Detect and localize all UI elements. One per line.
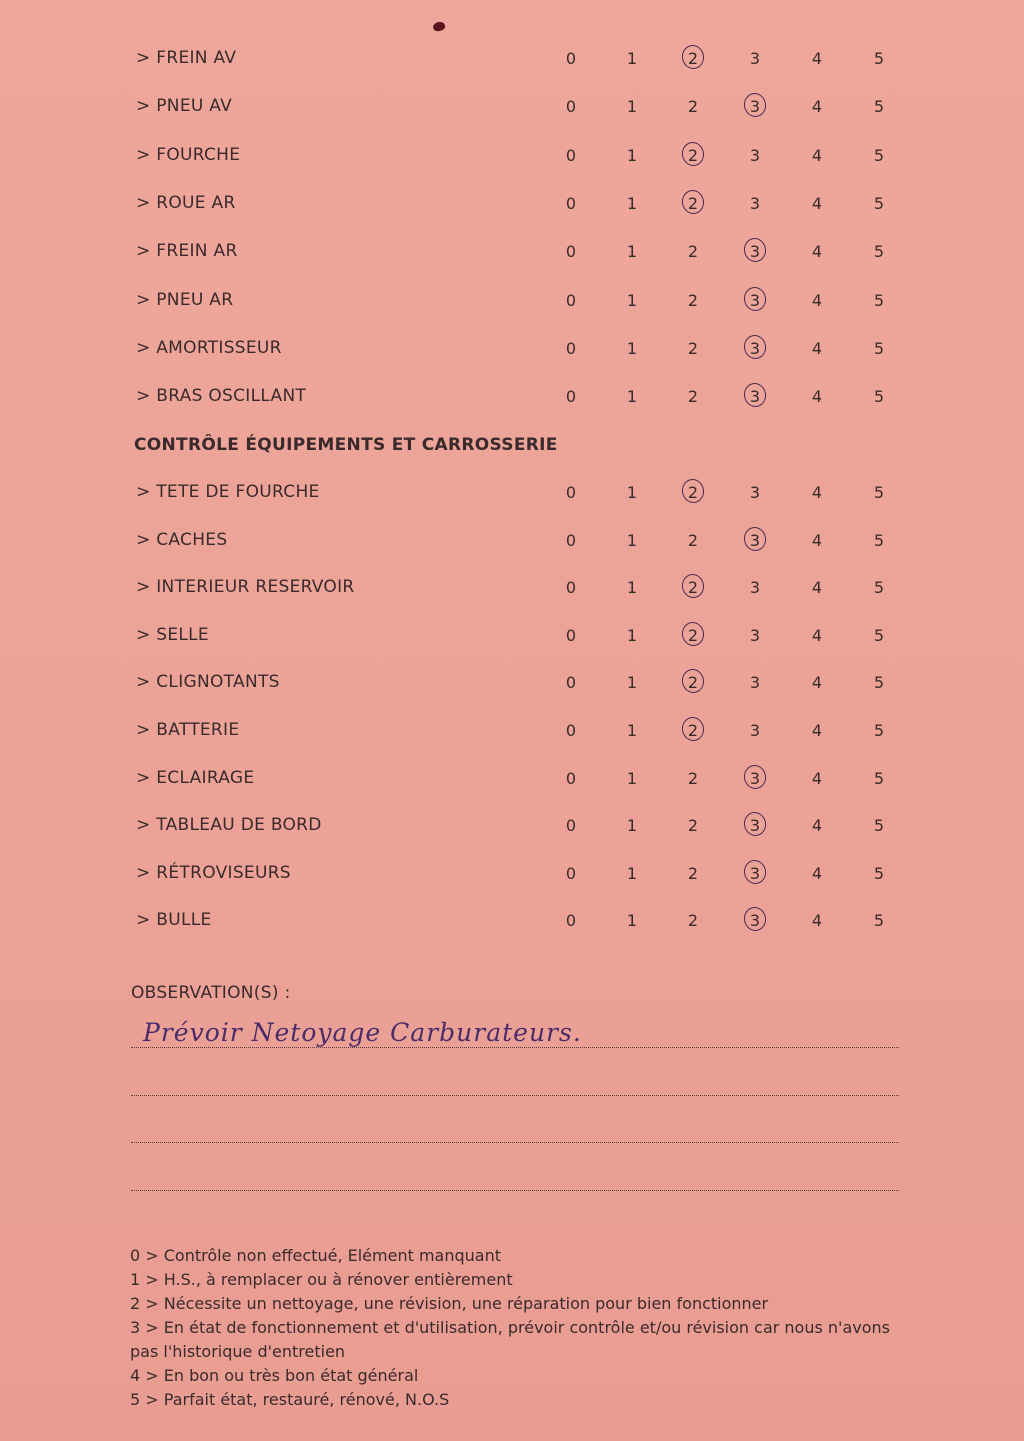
score-option: 1 <box>626 338 638 358</box>
checklist-label: > ROUE AR <box>136 192 236 213</box>
score-option: 1 <box>626 145 638 165</box>
legend-item: 4 > En bon ou très bon état général <box>130 1366 419 1385</box>
score-circled: 3 <box>743 864 767 883</box>
ink-speck <box>432 20 446 33</box>
checklist-row <box>0 859 1024 889</box>
score-option: 3 <box>749 145 761 165</box>
score-option: 2 <box>687 768 699 788</box>
observation-line <box>131 1046 899 1048</box>
score-option: 0 <box>565 768 577 788</box>
score-option: 5 <box>873 578 885 598</box>
score-option: 0 <box>565 816 577 836</box>
score-option: 1 <box>626 290 638 310</box>
score-option: 1 <box>626 768 638 788</box>
observation-line <box>131 1189 899 1191</box>
score-option: 1 <box>626 673 638 693</box>
legend-item: 1 > H.S., à remplacer ou à rénover entièrement <box>130 1270 513 1289</box>
checklist-row <box>0 906 1024 936</box>
checklist-row <box>0 382 1024 412</box>
score-option: 5 <box>873 193 885 213</box>
checklist-label: > INTERIEUR RESERVOIR <box>136 577 355 598</box>
checklist-row <box>0 764 1024 794</box>
score-option: 3 <box>749 673 761 693</box>
score-option: 3 <box>749 49 761 68</box>
score-option: 4 <box>811 911 823 931</box>
score-option: 4 <box>811 530 823 550</box>
score-circled: 2 <box>681 721 705 740</box>
score-option: 5 <box>873 530 885 550</box>
score-circled: 3 <box>743 97 767 116</box>
checklist-row <box>0 478 1024 508</box>
score-option: 4 <box>811 193 823 213</box>
score-option: 3 <box>749 625 761 645</box>
score-option: 4 <box>811 338 823 358</box>
score-option: 5 <box>873 290 885 310</box>
checklist-label: > ECLAIRAGE <box>136 767 255 788</box>
checklist-label: > PNEU AV <box>136 96 233 117</box>
score-option: 3 <box>749 193 761 213</box>
checklist-label: > RÉTROVISEURS <box>136 862 291 883</box>
score-option: 5 <box>873 863 885 883</box>
score-option: 2 <box>687 290 699 310</box>
score-option: 1 <box>626 483 638 502</box>
score-option: 5 <box>873 673 885 693</box>
observations-title: OBSERVATION(S) : <box>131 983 291 1003</box>
score-option: 5 <box>873 49 885 68</box>
score-option: 0 <box>565 530 577 550</box>
score-option: 4 <box>811 242 823 262</box>
score-option: 4 <box>811 290 823 310</box>
score-option: 5 <box>873 145 885 165</box>
score-option: 4 <box>811 721 823 740</box>
checklist-row <box>0 526 1024 556</box>
score-option: 0 <box>565 911 577 931</box>
score-circled: 2 <box>681 626 705 645</box>
score-option: 0 <box>565 242 577 262</box>
score-option: 1 <box>626 97 638 117</box>
checklist-label: > PNEU AR <box>136 289 234 310</box>
score-option: 0 <box>565 721 577 740</box>
score-circled: 3 <box>743 387 767 406</box>
checklist-label: > TABLEAU DE BORD <box>136 815 322 836</box>
score-option: 0 <box>565 290 577 310</box>
section-title: CONTRÔLE ÉQUIPEMENTS ET CARROSSERIE <box>134 435 558 455</box>
score-option: 1 <box>626 530 638 550</box>
score-option: 2 <box>687 387 699 407</box>
observation-line <box>131 1094 899 1096</box>
checklist-row <box>0 621 1024 651</box>
score-option: 3 <box>749 721 761 740</box>
legend-item: 3 > En état de fonctionnement et d'utilisation, prévoir contrôle et/ou révision car nous n'avons pas l'historique d'entretien <box>130 1318 890 1361</box>
score-option: 0 <box>565 625 577 645</box>
score-option: 4 <box>811 863 823 883</box>
score-option: 0 <box>565 338 577 358</box>
score-option: 5 <box>873 242 885 262</box>
score-option: 1 <box>626 911 638 931</box>
score-option: 3 <box>749 483 761 502</box>
score-circled: 3 <box>743 339 767 358</box>
score-option: 2 <box>687 863 699 883</box>
score-option: 0 <box>565 145 577 165</box>
legend-item: 2 > Nécessite un nettoyage, une révision, une réparation pour bien fonctionner <box>130 1294 769 1313</box>
score-option: 2 <box>687 242 699 262</box>
score-option: 4 <box>811 578 823 598</box>
checklist-label: > CLIGNOTANTS <box>136 672 280 693</box>
score-circled: 2 <box>681 49 705 68</box>
score-option: 1 <box>626 625 638 645</box>
checklist-row <box>0 668 1024 698</box>
score-option: 4 <box>811 673 823 693</box>
score-option: 0 <box>565 483 577 502</box>
score-option: 5 <box>873 721 885 740</box>
score-option: 2 <box>687 338 699 358</box>
score-circled: 2 <box>681 578 705 597</box>
score-option: 0 <box>565 49 577 68</box>
score-option: 2 <box>687 911 699 931</box>
score-option: 5 <box>873 387 885 407</box>
checklist-row <box>0 573 1024 603</box>
score-option: 4 <box>811 768 823 788</box>
score-option: 4 <box>811 387 823 407</box>
score-circled: 2 <box>681 146 705 165</box>
score-option: 1 <box>626 816 638 836</box>
score-option: 0 <box>565 387 577 407</box>
checklist-label: > BULLE <box>136 910 212 931</box>
checklist-row <box>0 237 1024 267</box>
checklist-label: > SELLE <box>136 624 209 645</box>
checklist-row <box>0 44 1024 74</box>
score-option: 5 <box>873 338 885 358</box>
score-option: 1 <box>626 193 638 213</box>
score-option: 5 <box>873 97 885 117</box>
legend <box>130 1244 910 1412</box>
checklist-row <box>0 286 1024 316</box>
score-option: 1 <box>626 242 638 262</box>
score-option: 5 <box>873 911 885 931</box>
score-circled: 3 <box>743 911 767 930</box>
score-option: 0 <box>565 673 577 693</box>
score-option: 2 <box>687 816 699 836</box>
score-option: 4 <box>811 97 823 117</box>
checklist-label: > BRAS OSCILLANT <box>136 386 307 407</box>
observation-handwritten: Prévoir Netoyage Carburateurs. <box>143 1018 582 1047</box>
score-circled: 3 <box>743 291 767 310</box>
checklist-row <box>0 189 1024 219</box>
score-option: 5 <box>873 768 885 788</box>
score-option: 0 <box>565 863 577 883</box>
score-option: 0 <box>565 97 577 117</box>
checklist-label: > FREIN AR <box>136 241 238 262</box>
score-option: 4 <box>811 816 823 836</box>
score-option: 2 <box>687 530 699 550</box>
score-option: 4 <box>811 49 823 68</box>
checklist-label: > TETE DE FOURCHE <box>136 482 320 502</box>
score-circled: 2 <box>681 483 705 502</box>
checklist-row <box>0 716 1024 746</box>
checklist-label: > BATTERIE <box>136 720 240 740</box>
checklist-label: > AMORTISSEUR <box>136 337 282 358</box>
score-circled: 2 <box>681 673 705 692</box>
score-option: 5 <box>873 483 885 502</box>
score-option: 4 <box>811 625 823 645</box>
checklist-row <box>0 334 1024 364</box>
observation-line <box>131 1141 899 1143</box>
score-circled: 3 <box>743 531 767 550</box>
legend-item: 0 > Contrôle non effectué, Elément manquant <box>130 1246 501 1265</box>
score-option: 1 <box>626 863 638 883</box>
score-option: 3 <box>749 578 761 598</box>
score-option: 2 <box>687 97 699 117</box>
legend-item: 5 > Parfait état, restauré, rénové, N.O.S <box>130 1390 450 1409</box>
score-option: 5 <box>873 816 885 836</box>
checklist-label: > FOURCHE <box>136 144 241 165</box>
score-circled: 3 <box>743 816 767 835</box>
score-option: 1 <box>626 721 638 740</box>
checklist-label: > CACHES <box>136 529 228 550</box>
score-option: 0 <box>565 578 577 598</box>
score-circled: 3 <box>743 242 767 261</box>
checklist-row <box>0 141 1024 171</box>
score-option: 1 <box>626 49 638 68</box>
score-option: 0 <box>565 193 577 213</box>
score-option: 4 <box>811 483 823 502</box>
score-option: 4 <box>811 145 823 165</box>
score-circled: 3 <box>743 769 767 788</box>
score-option: 1 <box>626 387 638 407</box>
score-option: 1 <box>626 578 638 598</box>
checklist-label: > FREIN AV <box>136 48 237 68</box>
score-option: 5 <box>873 625 885 645</box>
checklist-row <box>0 92 1024 122</box>
score-circled: 2 <box>681 194 705 213</box>
checklist-row <box>0 811 1024 841</box>
